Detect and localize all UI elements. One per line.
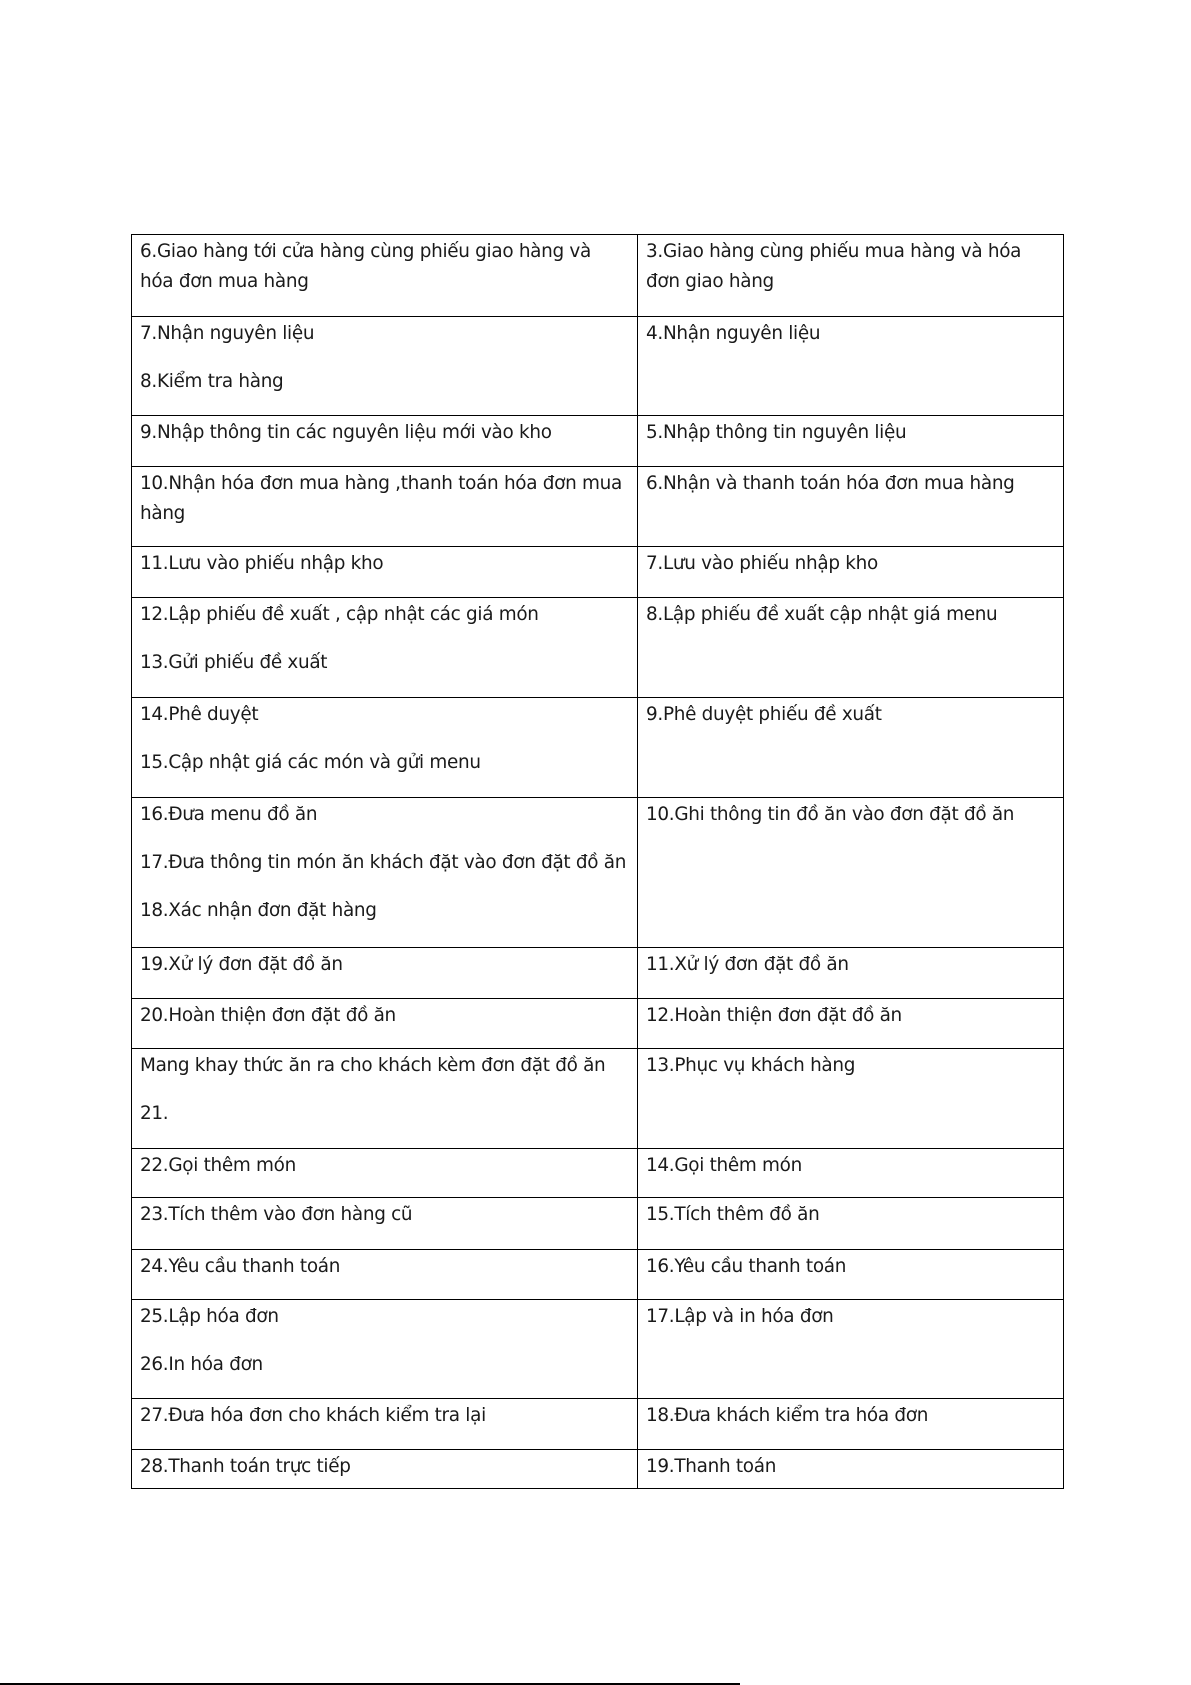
- process-comparison-table: [131, 234, 1064, 1489]
- table-cell-left: [132, 235, 638, 317]
- table-row: [132, 416, 1064, 467]
- table-cell-left: [132, 1250, 638, 1300]
- table-cell-right: [638, 1300, 1064, 1399]
- table-cell-left: [132, 1149, 638, 1198]
- table-row: [132, 1198, 1064, 1250]
- cell-text-line: 25.Lập hóa đơn: [140, 1306, 279, 1327]
- cell-text-line: 13.Phục vụ khách hàng: [646, 1055, 856, 1076]
- cell-text-line: 9.Phê duyệt phiếu đề xuất: [646, 704, 882, 725]
- table-row: [132, 547, 1064, 598]
- table-body: [132, 235, 1064, 1489]
- table-cell-right: [638, 999, 1064, 1049]
- table-row: [132, 1049, 1064, 1149]
- table-row: [132, 798, 1064, 948]
- table-cell-right: [638, 948, 1064, 999]
- cell-text-line: 17.Lập và in hóa đơn: [646, 1306, 834, 1327]
- table-cell-right: [638, 235, 1064, 317]
- cell-text-line: 15.Cập nhật giá các món và gửi menu: [140, 752, 481, 773]
- cell-text-line: 12.Lập phiếu đề xuất , cập nhật các giá món: [140, 604, 539, 625]
- cell-text-line: 5.Nhập thông tin nguyên liệu: [646, 422, 907, 443]
- cell-text-line: 18.Xác nhận đơn đặt hàng: [140, 900, 377, 921]
- table-cell-left: [132, 1198, 638, 1250]
- cell-text-line: 7.Nhận nguyên liệu: [140, 323, 315, 344]
- table-row: [132, 1450, 1064, 1489]
- cell-text-line: 11.Lưu vào phiếu nhập kho: [140, 553, 384, 574]
- table-cell-left: [132, 547, 638, 598]
- table-cell-right: [638, 1250, 1064, 1300]
- table-cell-right: [638, 1399, 1064, 1450]
- cell-text-line: 11.Xử lý đơn đặt đồ ăn: [646, 954, 849, 975]
- table-row: [132, 698, 1064, 798]
- table-row: [132, 1149, 1064, 1198]
- table-cell-right: [638, 1049, 1064, 1149]
- table-cell-right: [638, 467, 1064, 547]
- table-cell-left: [132, 798, 638, 948]
- cell-text-line: 6.Nhận và thanh toán hóa đơn mua hàng: [646, 473, 1015, 494]
- table-row: [132, 317, 1064, 416]
- table-cell-left: [132, 698, 638, 798]
- table-row: [132, 1250, 1064, 1300]
- table-cell-right: [638, 598, 1064, 698]
- cell-text-line: 20.Hoàn thiện đơn đặt đồ ăn: [140, 1005, 396, 1026]
- table-cell-left: [132, 1300, 638, 1399]
- cell-text-line: 12.Hoàn thiện đơn đặt đồ ăn: [646, 1005, 902, 1026]
- cell-text-line: 13.Gửi phiếu đề xuất: [140, 652, 328, 673]
- cell-text-line: 8.Kiểm tra hàng: [140, 371, 284, 392]
- cell-text-line: 26.In hóa đơn: [140, 1354, 263, 1375]
- cell-text-line: 6.Giao hàng tới cửa hàng cùng phiếu giao hàng và hóa đơn mua hàng: [140, 241, 591, 292]
- table-cell-left: [132, 999, 638, 1049]
- table-cell-right: [638, 317, 1064, 416]
- cell-text-line: 10.Nhận hóa đơn mua hàng ,thanh toán hóa đơn mua hàng: [140, 473, 622, 524]
- table-cell-left: [132, 1049, 638, 1149]
- cell-text-line: 24.Yêu cầu thanh toán: [140, 1256, 341, 1277]
- cell-text-line: 19.Thanh toán: [646, 1456, 777, 1477]
- cell-text-line: 15.Tích thêm đồ ăn: [646, 1204, 820, 1225]
- cell-text-line: 9.Nhập thông tin các nguyên liệu mới vào kho: [140, 422, 552, 443]
- cell-text-line: Mang khay thức ăn ra cho khách kèm đơn đặt đồ ăn: [140, 1055, 606, 1076]
- table-cell-left: [132, 948, 638, 999]
- cell-text-line: 28.Thanh toán trực tiếp: [140, 1456, 351, 1477]
- cell-text-line: 14.Gọi thêm món: [646, 1155, 802, 1176]
- cell-text-line: 14.Phê duyệt: [140, 704, 259, 725]
- table-cell-left: [132, 317, 638, 416]
- cell-text-line: 4.Nhận nguyên liệu: [646, 323, 821, 344]
- table-cell-right: [638, 547, 1064, 598]
- cell-text-line: 3.Giao hàng cùng phiếu mua hàng và hóa đơn giao hàng: [646, 241, 1022, 292]
- table-cell-left: [132, 1450, 638, 1489]
- table-cell-left: [132, 1399, 638, 1450]
- table-cell-right: [638, 1149, 1064, 1198]
- table-row: [132, 235, 1064, 317]
- table-cell-right: [638, 1450, 1064, 1489]
- cell-text-line: 10.Ghi thông tin đồ ăn vào đơn đặt đồ ăn: [646, 804, 1015, 825]
- table-cell-left: [132, 598, 638, 698]
- table-row: [132, 999, 1064, 1049]
- table-row: [132, 1300, 1064, 1399]
- cell-text-line: 27.Đưa hóa đơn cho khách kiểm tra lại: [140, 1405, 486, 1426]
- table-cell-right: [638, 698, 1064, 798]
- cell-text-line: 16.Yêu cầu thanh toán: [646, 1256, 847, 1277]
- cell-text-line: 22.Gọi thêm món: [140, 1155, 296, 1176]
- cell-text-line: 23.Tích thêm vào đơn hàng cũ: [140, 1204, 413, 1225]
- cell-text-line: 21.: [140, 1103, 169, 1124]
- cell-text-line: 18.Đưa khách kiểm tra hóa đơn: [646, 1405, 929, 1426]
- table-row: [132, 1399, 1064, 1450]
- table-cell-right: [638, 416, 1064, 467]
- cell-text-line: 7.Lưu vào phiếu nhập kho: [646, 553, 878, 574]
- cell-text-line: 17.Đưa thông tin món ăn khách đặt vào đơn đặt đồ ăn: [140, 852, 627, 873]
- table-cell-right: [638, 798, 1064, 948]
- table-cell-left: [132, 467, 638, 547]
- cell-text-line: 16.Đưa menu đồ ăn: [140, 804, 318, 825]
- cell-text-line: 19.Xử lý đơn đặt đồ ăn: [140, 954, 343, 975]
- cell-text-line: 8.Lập phiếu đề xuất cập nhật giá menu: [646, 604, 998, 625]
- table-row: [132, 598, 1064, 698]
- table-cell-right: [638, 1198, 1064, 1250]
- table-row: [132, 467, 1064, 547]
- table-row: [132, 948, 1064, 999]
- table-cell-left: [132, 416, 638, 467]
